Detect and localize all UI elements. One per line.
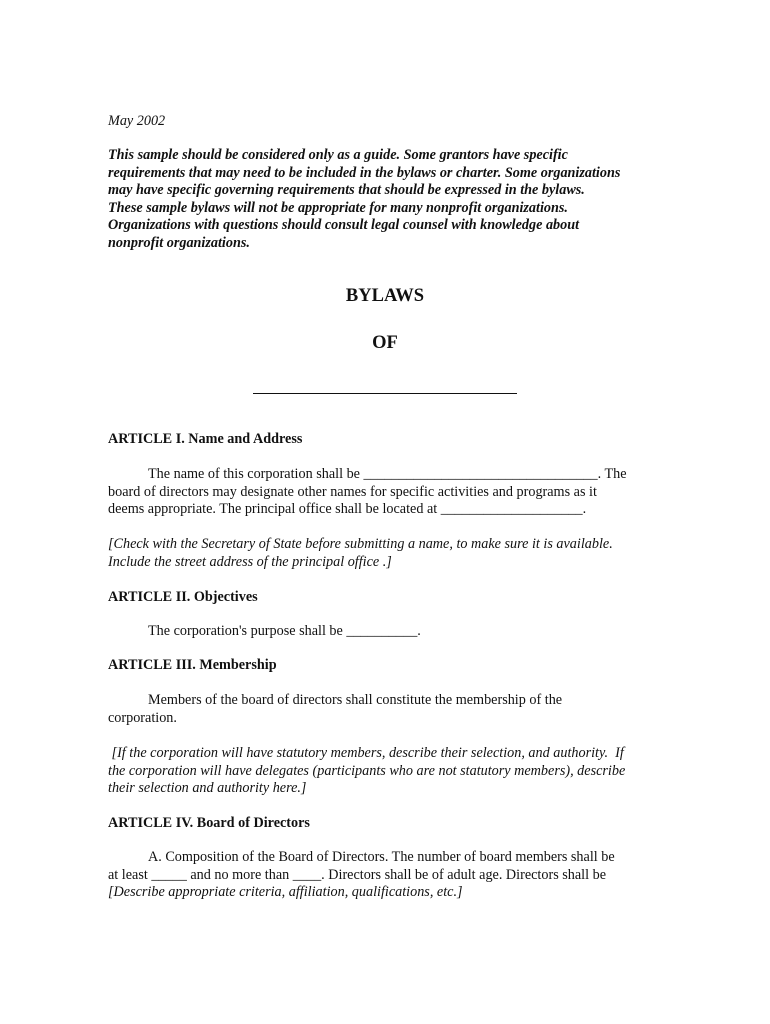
article-3-note-line: [If the corporation will have statutory members, describe their selection, and authority. If <box>108 745 624 761</box>
document-date: May 2002 <box>108 113 166 129</box>
disclaimer-paragraph <box>108 147 668 252</box>
article-3-body <box>108 692 668 727</box>
article-4-body-note: [Describe appropriate criteria, affiliation, qualifications, etc.] <box>108 884 463 900</box>
disclaimer-line: Organizations with questions should consult legal counsel with knowledge about <box>108 217 580 233</box>
article-3-heading: ARTICLE III. Membership <box>108 657 277 673</box>
disclaimer-line: These sample bylaws will not be appropriate for many nonprofit organizations. <box>108 199 568 216</box>
article-2-body-line: The corporation's purpose shall be __________. <box>148 623 421 639</box>
article-4-body <box>108 849 668 902</box>
article-2-body <box>108 623 668 641</box>
article-1-body-line: The name of this corporation shall be _________________________________. The <box>148 466 627 482</box>
article-1-heading: ARTICLE I. Name and Address <box>108 431 303 447</box>
article-1-note <box>108 536 668 571</box>
document-subtitle: OF <box>372 333 398 353</box>
article-3-note-line: their selection and authority here.] <box>108 780 307 796</box>
article-3-body-line: Members of the board of directors shall constitute the membership of the <box>148 692 563 708</box>
article-4-body-line: A. Composition of the Board of Directors. The number of board members shall be <box>148 849 615 865</box>
disclaimer-line: may have specific governing requirements that should be expressed in the bylaws. <box>108 182 585 198</box>
article-1-body-line: board of directors may designate other names for specific activities and programs as it <box>108 483 597 500</box>
disclaimer-line: nonprofit organizations. <box>108 234 250 251</box>
article-3-note-line: the corporation will have delegates (participants who are not statutory members), describe <box>108 762 626 779</box>
article-4-body-line: at least _____ and no more than ____. Directors shall be of adult age. Directors shall be <box>108 866 606 883</box>
article-1-body-line: deems appropriate. The principal office shall be located at ____________________. <box>108 501 587 517</box>
article-3-body-line: corporation. <box>108 709 177 726</box>
article-1-note-line: [Check with the Secretary of State before submitting a name, to make sure it is available. <box>108 536 613 552</box>
article-1-body <box>108 466 668 519</box>
article-4-heading: ARTICLE IV. Board of Directors <box>108 815 310 831</box>
article-2-heading: ARTICLE II. Objectives <box>108 589 258 605</box>
disclaimer-line: This sample should be considered only as a guide. Some grantors have specific <box>108 147 568 163</box>
article-1-note-line: Include the street address of the principal office .] <box>108 553 392 570</box>
article-3-note <box>108 745 668 798</box>
document-title: BYLAWS <box>345 286 425 306</box>
organization-name-blank-line <box>253 393 517 394</box>
disclaimer-line: requirements that may need to be included in the bylaws or charter. Some organizations <box>108 164 621 181</box>
